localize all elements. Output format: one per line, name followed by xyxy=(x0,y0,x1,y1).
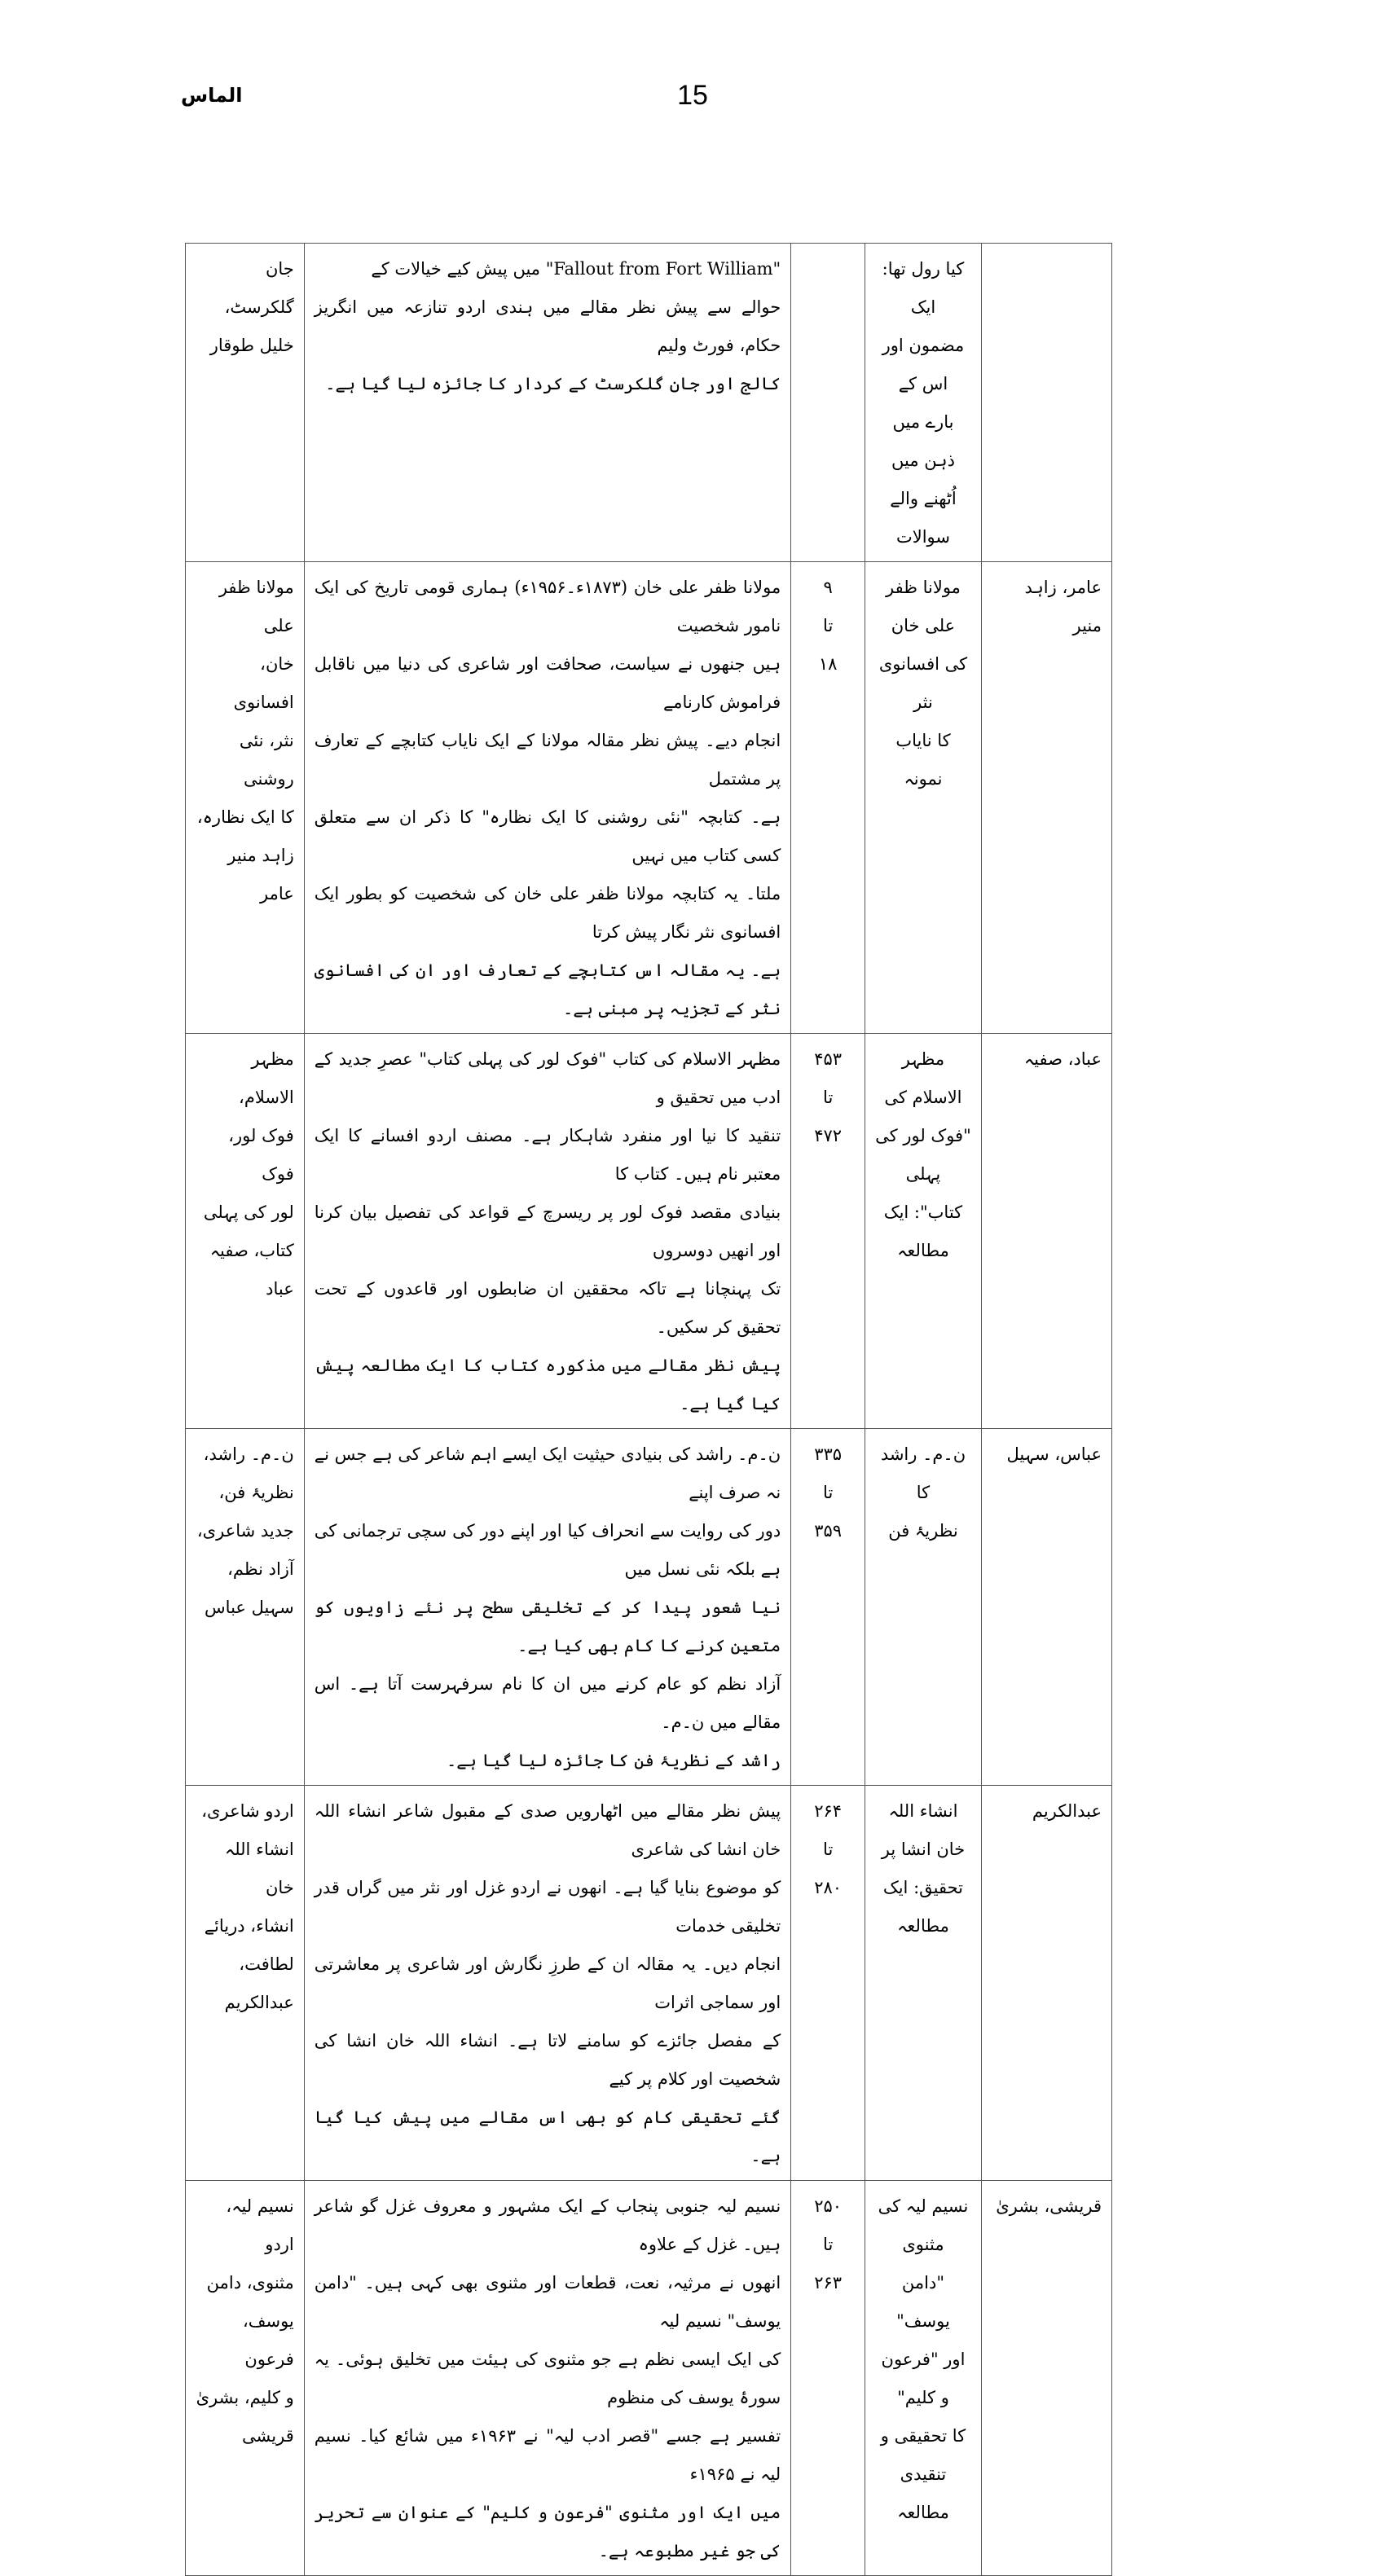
keywords-cell xyxy=(186,1786,305,2181)
article-title-line: تحقیق: ایک مطالعہ xyxy=(882,1878,964,1936)
keywords-line: انشاء اللہ خان xyxy=(224,1840,294,1897)
keywords-line: جدید شاعری، xyxy=(196,1521,294,1541)
table-body xyxy=(186,244,1112,2576)
title-cell xyxy=(865,2181,982,2576)
keywords-line: انشاء، دریائے xyxy=(204,1916,294,1936)
keywords-line: سہیل عباس xyxy=(205,1598,294,1617)
title-cell xyxy=(865,562,982,1034)
title-cell xyxy=(865,1786,982,2181)
keywords-cell xyxy=(186,562,305,1034)
author-cell xyxy=(981,2181,1111,2576)
pages-cell xyxy=(791,244,865,562)
article-title-line: مطالعہ xyxy=(897,1241,949,1260)
pages-cell xyxy=(791,2181,865,2576)
abstract-line: نسیم لیہ جنوبی پنجاب کے ایک مشہور و معروف غزل گو شاعر ہیں۔ غزل کے علاوہ xyxy=(314,2196,781,2254)
keywords-line: مثنوی، دامن xyxy=(206,2273,294,2292)
keywords-line: و کلیم، بشریٰ xyxy=(196,2388,294,2407)
article-title-line: کتاب": ایک xyxy=(883,1202,963,1222)
abstract-cell xyxy=(304,244,790,562)
title-cell xyxy=(865,1034,982,1429)
keywords-cell xyxy=(186,1429,305,1786)
pages-cell xyxy=(791,1786,865,2181)
abstract-line: پیش نظر مقالے میں اٹھارویں صدی کے مقبول شاعر انشاء اللہ خان انشا کی شاعری xyxy=(314,1801,781,1859)
keywords-line: نثر، نئی روشنی xyxy=(239,731,294,789)
abstract-line: تنقید کا نیا اور منفرد شاہکار ہے۔ مصنف اردو افسانے کا ایک معتبر نام ہیں۔ کتاب کا xyxy=(314,1126,781,1184)
abstract-line: کی ایک ایسی نظم ہے جو مثنوی کی ہیئت میں تخلیق ہوئی۔ یہ سورۂ یوسف کی منظوم xyxy=(314,2350,781,2407)
abstract-line: ملتا۔ یہ کتابچہ مولانا ظفر علی خان کی شخصیت کو بطور ایک افسانوی نثر نگار پیش کرتا xyxy=(314,884,781,942)
keywords-line: اردو شاعری، xyxy=(201,1801,294,1821)
author-cell xyxy=(981,1034,1111,1429)
article-title-line: بارے میں ذہن میں xyxy=(891,412,955,470)
abstract-line: پیش نظر مقالے میں مذکورہ کتاب کا ایک مطالعہ پیش کیا گیا ہے۔ xyxy=(314,1356,781,1413)
abstract-cell xyxy=(304,562,790,1034)
keywords-line: لطافت، xyxy=(239,1954,294,1974)
article-title-line: مطالعہ xyxy=(897,2503,949,2522)
keywords-line: جان گلکرسٹ، xyxy=(224,259,294,317)
keywords-line: عباد xyxy=(266,1279,294,1299)
abstract-line: ہے۔ کتابچہ "نئی روشنی کا ایک نظارہ" کا ذکر ان سے متعلق کسی کتاب میں نہیں xyxy=(314,807,781,865)
abstract-cell xyxy=(304,2181,790,2576)
keywords-line: لور کی پہلی xyxy=(203,1202,294,1222)
page-range-line: ۱۸ xyxy=(818,654,838,674)
abstract-line: دور کی روایت سے انحراف کیا اور اپنے دور کی سچی ترجمانی کی ہے بلکہ نئی نسل میں xyxy=(314,1521,781,1579)
table-row xyxy=(186,244,1112,562)
pages-cell xyxy=(791,1429,865,1786)
article-title-line: کا تحقیقی و تنقیدی xyxy=(880,2426,966,2484)
abstract-line: بنیادی مقصد فوک لور پر ریسرچ کے قواعد کی تفصیل بیان کرنا اور انھیں دوسروں xyxy=(314,1202,781,1260)
author-name: قریشی، بشریٰ xyxy=(996,2196,1102,2216)
keywords-line: عبدالکریم xyxy=(224,1993,294,2012)
page-range-line: تا xyxy=(823,616,834,635)
page-range-line: ۲۵۰ xyxy=(814,2196,843,2216)
article-index-table xyxy=(185,243,1112,2576)
title-cell xyxy=(865,244,982,562)
abstract-line: تک پہنچانا ہے تاکہ محققین ان ضابطوں اور قاعدوں کے تحت تحقیق کر سکیں۔ xyxy=(314,1279,781,1337)
pages-cell xyxy=(791,1034,865,1429)
article-title-line: ن۔م۔ راشد کا xyxy=(880,1444,966,1502)
keywords-line: نظریۂ فن، xyxy=(218,1483,294,1502)
journal-name: الماس xyxy=(181,84,243,107)
abstract-line: کالج اور جان گلکرسٹ کے کردار کا جائزہ لیا گیا ہے۔ xyxy=(325,374,781,393)
abstract-cell xyxy=(304,1786,790,2181)
abstract-line: کے مفصل جائزے کو سامنے لاتا ہے۔ انشاء اللہ خان انشا کی شخصیت اور کلام پر کیے xyxy=(314,2031,781,2089)
abstract-line: مظہر الاسلام کی کتاب "فوک لور کی پہلی کتاب" عصرِ جدید کے ادب میں تحقیق و xyxy=(314,1049,781,1107)
abstract-line: ن۔م۔ راشد کی بنیادی حیثیت ایک ایسے اہم شاعر کی ہے جس نے نہ صرف اپنے xyxy=(314,1444,781,1502)
page-number: 15 xyxy=(677,80,708,111)
article-title-line: اُٹھنے والے سوالات xyxy=(890,489,957,547)
keywords-line: زاہد منیر عامر xyxy=(227,846,294,903)
abstract-line: ہیں جنھوں نے سیاست، صحافت اور شاعری کی دنیا میں ناقابل فراموش کارنامے xyxy=(314,654,781,712)
article-title-line: نسیم لیہ کی مثنوی xyxy=(878,2196,969,2254)
keywords-line: خلیل طوقار xyxy=(209,336,294,355)
abstract-line: کو موضوع بنایا گیا ہے۔ انھوں نے اردو غزل اور نثر میں گراں قدر تخلیقی خدمات xyxy=(314,1878,781,1936)
table-row xyxy=(186,1786,1112,2181)
page-range-line: ۲۶۳ xyxy=(814,2273,843,2292)
page-range-line: ۳۳۵ xyxy=(814,1444,843,1464)
author-name: عبدالکریم xyxy=(1032,1801,1102,1821)
page-range-line: ۳۵۹ xyxy=(814,1521,843,1541)
page-range-line: ۴۵۳ xyxy=(814,1049,843,1069)
page-range-line: تا xyxy=(823,1840,834,1859)
abstract-line: گئے تحقیقی کام کو بھی اس مقالے میں پیش کیا گیا ہے۔ xyxy=(314,2108,781,2165)
abstract-cell xyxy=(304,1034,790,1429)
article-title-line: کا نایاب نمونہ xyxy=(895,731,951,789)
page-range-line: ۹ xyxy=(823,578,833,597)
keywords-cell xyxy=(186,1034,305,1429)
table-row xyxy=(186,1034,1112,1429)
page-range-line: ۲۶۴ xyxy=(814,1801,843,1821)
article-title-line: مولانا ظفر علی خان xyxy=(886,578,961,635)
keywords-cell xyxy=(186,244,305,562)
keywords-line: ن۔م۔ راشد، xyxy=(203,1444,294,1464)
abstract-line: حوالے سے پیش نظر مقالے میں ہندی اردو تنازعہ میں انگریز حکام، فورٹ ولیم xyxy=(314,297,781,355)
author-name: عامر، زاہد منیر xyxy=(1024,578,1102,635)
article-title-line: مظہر الاسلام کی xyxy=(884,1049,962,1107)
keywords-line: مظہر الاسلام، xyxy=(239,1049,294,1107)
abstract-line: آزاد نظم کو عام کرنے میں ان کا نام سرفہرست آتا ہے۔ اس مقالے میں ن۔م۔ xyxy=(314,1674,781,1732)
article-title-line: کی افسانوی نثر xyxy=(878,654,968,712)
page-range-line: تا xyxy=(823,1088,834,1107)
pages-cell xyxy=(791,562,865,1034)
title-cell xyxy=(865,1429,982,1786)
page-range-line: ۴۷۲ xyxy=(814,1126,843,1145)
keywords-line: خان، افسانوی xyxy=(233,654,294,712)
page-range-line: ۲۸۰ xyxy=(814,1878,843,1897)
article-title-line: انشاء اللہ خان انشا پر xyxy=(881,1801,966,1859)
abstract-line: انجام دیے۔ پیش نظر مقالہ مولانا کے ایک نایاب کتابچے کے تعارف پر مشتمل xyxy=(314,731,781,789)
abstract-line: "Fallout from Fort William" میں پیش کیے خیالات کے xyxy=(371,259,781,279)
keywords-line: کا ایک نظارہ، xyxy=(196,807,294,827)
article-title-line: مضمون اور اس کے xyxy=(882,336,965,393)
keywords-line: نسیم لیہ، اردو xyxy=(226,2196,294,2254)
keywords-cell xyxy=(186,2181,305,2576)
abstract-line: انجام دیں۔ یہ مقالہ ان کے طرزِ نگارش اور شاعری پر معاشرتی اور سماجی اثرات xyxy=(314,1954,781,2012)
article-title-line: کیا رول تھا: ایک xyxy=(882,259,965,317)
table-row xyxy=(186,1429,1112,1786)
keywords-line: مولانا ظفر علی xyxy=(218,578,294,635)
author-name: عباس، سہیل xyxy=(1006,1444,1102,1464)
table-row xyxy=(186,2181,1112,2576)
abstract-line: تفسیر ہے جسے "قصر ادب لیہ" نے ۱۹۶۳ء میں شائع کیا۔ نسیم لیہ نے ۱۹۶۵ء xyxy=(314,2426,781,2484)
author-cell xyxy=(981,1429,1111,1786)
table-row xyxy=(186,562,1112,1034)
author-cell xyxy=(981,1786,1111,2181)
keywords-line: فوک لور، فوک xyxy=(228,1126,294,1184)
abstract-line: میں ایک اور مثنوی "فرعون و کلیم" کے عنوان سے تحریر کی جو غیر مطبوعہ ہے۔ xyxy=(314,2503,781,2561)
author-name: عباد، صفیہ xyxy=(1023,1049,1102,1069)
keywords-line: کتاب، صفیہ xyxy=(209,1241,294,1260)
article-title-line: نظریۂ فن xyxy=(888,1521,958,1541)
abstract-line: مولانا ظفر علی خان (۱۸۷۳ء۔۱۹۵۶ء) ہماری قومی تاریخ کی ایک نامور شخصیت xyxy=(314,578,781,635)
page-range-line: تا xyxy=(823,2235,834,2254)
page-range-line: تا xyxy=(823,1483,834,1502)
article-title-line: اور "فرعون و کلیم" xyxy=(881,2350,966,2407)
keywords-line: قریشی xyxy=(242,2426,294,2446)
article-title-line: "دامن یوسف" xyxy=(896,2273,950,2331)
abstract-cell xyxy=(304,1429,790,1786)
abstract-line: ہے۔ یہ مقالہ اس کتابچے کے تعارف اور ان کی افسانوی نثر کے تجزیہ پر مبنی ہے۔ xyxy=(314,961,781,1018)
article-title-line: "فوک لور کی پہلی xyxy=(875,1126,971,1184)
abstract-line: انھوں نے مرثیہ، نعت، قطعات اور مثنوی بھی کہی ہیں۔ "دامن یوسف" نسیم لیہ xyxy=(314,2273,781,2331)
author-cell xyxy=(981,244,1111,562)
abstract-line: راشد کے نظریۂ فن کا جائزہ لیا گیا ہے۔ xyxy=(446,1751,781,1770)
abstract-line: نیا شعور پیدا کر کے تخلیقی سطح پر نئے زاویوں کو متعین کرنے کا کام بھی کیا ہے۔ xyxy=(314,1598,781,1655)
keywords-line: یوسف، فرعون xyxy=(242,2311,294,2369)
keywords-line: آزاد نظم، xyxy=(227,1559,294,1579)
author-cell xyxy=(981,562,1111,1034)
